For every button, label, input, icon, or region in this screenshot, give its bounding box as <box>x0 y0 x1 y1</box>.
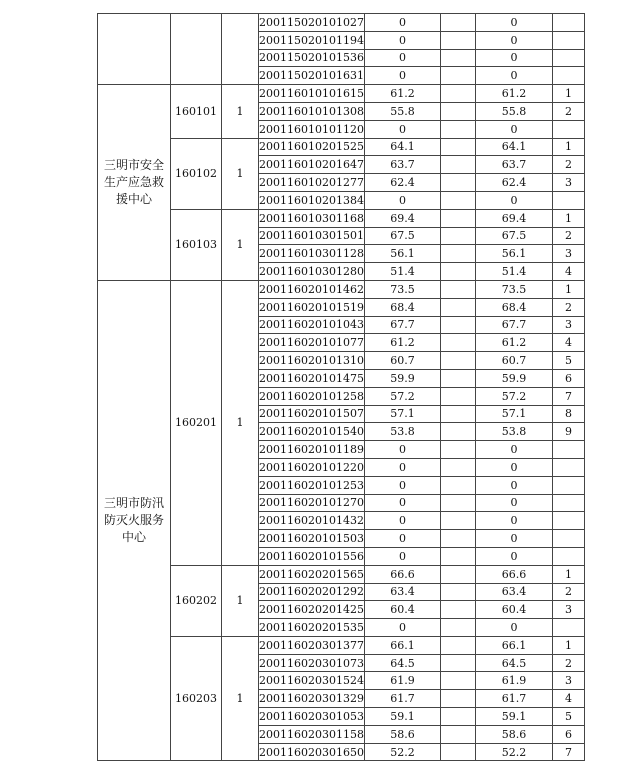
written-score-cell: 0 <box>364 476 440 494</box>
written-score-cell: 59.9 <box>364 369 440 387</box>
total-score-cell: 61.2 <box>475 334 552 352</box>
written-score-cell: 67.7 <box>364 316 440 334</box>
interview-score-cell <box>440 672 475 690</box>
rank-cell <box>552 530 584 548</box>
total-score-cell: 0 <box>475 14 552 32</box>
total-score-cell: 69.4 <box>475 209 552 227</box>
rank-cell <box>552 191 584 209</box>
rank-cell <box>552 512 584 530</box>
rank-cell: 1 <box>552 85 584 103</box>
total-score-cell: 0 <box>475 191 552 209</box>
written-score-cell: 61.7 <box>364 690 440 708</box>
rank-cell <box>552 441 584 459</box>
written-score-cell: 0 <box>364 494 440 512</box>
interview-score-cell <box>440 654 475 672</box>
quota-cell: 1 <box>222 565 259 636</box>
written-score-cell: 60.7 <box>364 352 440 370</box>
rank-cell: 7 <box>552 387 584 405</box>
interview-score-cell <box>440 547 475 565</box>
written-score-cell: 0 <box>364 120 440 138</box>
candidate-id-cell: 200116020301329 <box>259 690 365 708</box>
written-score-cell: 62.4 <box>364 174 440 192</box>
candidate-id-cell: 200116010201277 <box>259 174 365 192</box>
interview-score-cell <box>440 263 475 281</box>
rank-cell: 2 <box>552 298 584 316</box>
interview-score-cell <box>440 601 475 619</box>
interview-score-cell <box>440 405 475 423</box>
written-score-cell: 68.4 <box>364 298 440 316</box>
rank-cell: 6 <box>552 369 584 387</box>
total-score-cell: 57.2 <box>475 387 552 405</box>
candidate-id-cell: 200116020201565 <box>259 565 365 583</box>
interview-score-cell <box>440 85 475 103</box>
candidate-id-cell: 200116010301128 <box>259 245 365 263</box>
rank-cell: 4 <box>552 690 584 708</box>
written-score-cell: 55.8 <box>364 102 440 120</box>
candidate-id-cell: 200116020201535 <box>259 619 365 637</box>
position-code-cell: 160101 <box>171 85 222 138</box>
candidate-id-cell: 200116020101540 <box>259 423 365 441</box>
written-score-cell: 61.2 <box>364 334 440 352</box>
interview-score-cell <box>440 334 475 352</box>
rank-cell: 2 <box>552 654 584 672</box>
total-score-cell: 0 <box>475 494 552 512</box>
interview-score-cell <box>440 636 475 654</box>
written-score-cell: 61.2 <box>364 85 440 103</box>
candidate-id-cell: 200116020101043 <box>259 316 365 334</box>
interview-score-cell <box>440 156 475 174</box>
rank-cell: 9 <box>552 423 584 441</box>
candidate-id-cell: 200116020301650 <box>259 743 365 761</box>
rank-cell: 1 <box>552 209 584 227</box>
interview-score-cell <box>440 316 475 334</box>
rank-cell: 5 <box>552 352 584 370</box>
table-row <box>98 138 585 156</box>
rank-cell: 2 <box>552 156 584 174</box>
candidate-id-cell: 200116010301168 <box>259 209 365 227</box>
candidate-id-cell: 200116010201647 <box>259 156 365 174</box>
rank-cell: 1 <box>552 280 584 298</box>
rank-cell: 3 <box>552 672 584 690</box>
candidate-id-cell: 200116020101270 <box>259 494 365 512</box>
written-score-cell: 69.4 <box>364 209 440 227</box>
written-score-cell: 59.1 <box>364 708 440 726</box>
total-score-cell: 0 <box>475 31 552 49</box>
quota-cell: 1 <box>222 209 259 280</box>
total-score-cell: 0 <box>475 441 552 459</box>
rank-cell <box>552 31 584 49</box>
candidate-id-cell: 200116020101432 <box>259 512 365 530</box>
total-score-cell: 52.2 <box>475 743 552 761</box>
candidate-id-cell: 200116010101615 <box>259 85 365 103</box>
candidate-id-cell: 200116020101519 <box>259 298 365 316</box>
candidate-id-cell: 200116020101475 <box>259 369 365 387</box>
total-score-cell: 61.7 <box>475 690 552 708</box>
candidate-id-cell: 200116010301501 <box>259 227 365 245</box>
interview-score-cell <box>440 138 475 156</box>
interview-score-cell <box>440 458 475 476</box>
candidate-id-cell: 200116020101507 <box>259 405 365 423</box>
candidate-id-cell: 200116020301073 <box>259 654 365 672</box>
interview-score-cell <box>440 583 475 601</box>
position-code-cell <box>171 14 222 85</box>
rank-cell: 2 <box>552 227 584 245</box>
candidate-id-cell: 200116020101258 <box>259 387 365 405</box>
candidate-id-cell: 200115020101631 <box>259 67 365 85</box>
interview-score-cell <box>440 369 475 387</box>
written-score-cell: 73.5 <box>364 280 440 298</box>
interview-score-cell <box>440 708 475 726</box>
unit-name-cell: 三明市防汛防灭火服务中心 <box>98 280 171 761</box>
interview-score-cell <box>440 494 475 512</box>
interview-score-cell <box>440 743 475 761</box>
written-score-cell: 0 <box>364 49 440 67</box>
total-score-cell: 64.5 <box>475 654 552 672</box>
candidate-id-cell: 200116020101077 <box>259 334 365 352</box>
unit-name-cell: 三明市安全生产应急救援中心 <box>98 85 171 281</box>
position-code-cell: 160102 <box>171 138 222 209</box>
total-score-cell: 57.1 <box>475 405 552 423</box>
written-score-cell: 60.4 <box>364 601 440 619</box>
candidate-id-cell: 200116020301158 <box>259 725 365 743</box>
candidate-id-cell: 200116010201384 <box>259 191 365 209</box>
rank-cell: 7 <box>552 743 584 761</box>
rank-cell <box>552 458 584 476</box>
written-score-cell: 63.4 <box>364 583 440 601</box>
candidate-id-cell: 200115020101194 <box>259 31 365 49</box>
interview-score-cell <box>440 191 475 209</box>
written-score-cell: 56.1 <box>364 245 440 263</box>
total-score-cell: 0 <box>475 547 552 565</box>
table-row <box>98 85 585 103</box>
total-score-cell: 67.7 <box>475 316 552 334</box>
total-score-cell: 0 <box>475 49 552 67</box>
written-score-cell: 52.2 <box>364 743 440 761</box>
interview-score-cell <box>440 280 475 298</box>
total-score-cell: 60.4 <box>475 601 552 619</box>
candidate-id-cell: 200116020301524 <box>259 672 365 690</box>
total-score-cell: 56.1 <box>475 245 552 263</box>
total-score-cell: 0 <box>475 476 552 494</box>
total-score-cell: 63.4 <box>475 583 552 601</box>
candidate-id-cell: 200116010101308 <box>259 102 365 120</box>
total-score-cell: 63.7 <box>475 156 552 174</box>
quota-cell <box>222 14 259 85</box>
quota-cell: 1 <box>222 280 259 565</box>
candidate-id-cell: 200116020101503 <box>259 530 365 548</box>
total-score-cell: 68.4 <box>475 298 552 316</box>
interview-score-cell <box>440 209 475 227</box>
total-score-cell: 66.1 <box>475 636 552 654</box>
rank-cell: 2 <box>552 102 584 120</box>
rank-cell <box>552 494 584 512</box>
candidate-id-cell: 200116020301377 <box>259 636 365 654</box>
position-code-cell: 160203 <box>171 636 222 761</box>
interview-score-cell <box>440 245 475 263</box>
interview-score-cell <box>440 14 475 32</box>
interview-score-cell <box>440 67 475 85</box>
total-score-cell: 53.8 <box>475 423 552 441</box>
table-row <box>98 636 585 654</box>
written-score-cell: 0 <box>364 458 440 476</box>
interview-score-cell <box>440 565 475 583</box>
candidate-id-cell: 200116010201525 <box>259 138 365 156</box>
candidate-id-cell: 200116020101253 <box>259 476 365 494</box>
interview-score-cell <box>440 530 475 548</box>
position-code-cell: 160201 <box>171 280 222 565</box>
candidate-id-cell: 200115020101536 <box>259 49 365 67</box>
total-score-cell: 0 <box>475 120 552 138</box>
total-score-cell: 0 <box>475 512 552 530</box>
rank-cell: 3 <box>552 601 584 619</box>
total-score-cell: 62.4 <box>475 174 552 192</box>
interview-score-cell <box>440 512 475 530</box>
rank-cell: 2 <box>552 583 584 601</box>
interview-score-cell <box>440 102 475 120</box>
candidate-id-cell: 200116020201425 <box>259 601 365 619</box>
candidate-id-cell: 200116020201292 <box>259 583 365 601</box>
total-score-cell: 59.1 <box>475 708 552 726</box>
written-score-cell: 0 <box>364 619 440 637</box>
rank-cell: 1 <box>552 636 584 654</box>
interview-score-cell <box>440 120 475 138</box>
written-score-cell: 61.9 <box>364 672 440 690</box>
written-score-cell: 64.5 <box>364 654 440 672</box>
rank-cell <box>552 547 584 565</box>
table-row <box>98 280 585 298</box>
candidate-id-cell: 200116020301053 <box>259 708 365 726</box>
candidate-id-cell: 200116020101556 <box>259 547 365 565</box>
written-score-cell: 0 <box>364 512 440 530</box>
quota-cell: 1 <box>222 138 259 209</box>
written-score-cell: 58.6 <box>364 725 440 743</box>
written-score-cell: 66.1 <box>364 636 440 654</box>
rank-cell: 1 <box>552 565 584 583</box>
candidate-id-cell: 200116010101120 <box>259 120 365 138</box>
score-table-body <box>98 14 585 761</box>
written-score-cell: 57.1 <box>364 405 440 423</box>
written-score-cell: 0 <box>364 31 440 49</box>
score-table <box>97 13 585 761</box>
written-score-cell: 0 <box>364 14 440 32</box>
interview-score-cell <box>440 619 475 637</box>
written-score-cell: 51.4 <box>364 263 440 281</box>
total-score-cell: 61.2 <box>475 85 552 103</box>
rank-cell: 8 <box>552 405 584 423</box>
rank-cell: 1 <box>552 138 584 156</box>
rank-cell <box>552 67 584 85</box>
total-score-cell: 73.5 <box>475 280 552 298</box>
interview-score-cell <box>440 352 475 370</box>
written-score-cell: 67.5 <box>364 227 440 245</box>
total-score-cell: 55.8 <box>475 102 552 120</box>
candidate-id-cell: 200116020101189 <box>259 441 365 459</box>
candidate-id-cell: 200116010301280 <box>259 263 365 281</box>
written-score-cell: 63.7 <box>364 156 440 174</box>
interview-score-cell <box>440 725 475 743</box>
total-score-cell: 0 <box>475 67 552 85</box>
total-score-cell: 51.4 <box>475 263 552 281</box>
unit-name-cell <box>98 14 171 85</box>
written-score-cell: 64.1 <box>364 138 440 156</box>
rank-cell: 4 <box>552 334 584 352</box>
candidate-id-cell: 200115020101027 <box>259 14 365 32</box>
total-score-cell: 67.5 <box>475 227 552 245</box>
interview-score-cell <box>440 441 475 459</box>
table-row <box>98 565 585 583</box>
rank-cell <box>552 120 584 138</box>
interview-score-cell <box>440 174 475 192</box>
interview-score-cell <box>440 423 475 441</box>
rank-cell <box>552 619 584 637</box>
interview-score-cell <box>440 387 475 405</box>
rank-cell: 4 <box>552 263 584 281</box>
rank-cell <box>552 476 584 494</box>
candidate-id-cell: 200116020101220 <box>259 458 365 476</box>
total-score-cell: 0 <box>475 619 552 637</box>
total-score-cell: 58.6 <box>475 725 552 743</box>
written-score-cell: 0 <box>364 530 440 548</box>
interview-score-cell <box>440 476 475 494</box>
interview-score-cell <box>440 31 475 49</box>
rank-cell <box>552 14 584 32</box>
written-score-cell: 0 <box>364 441 440 459</box>
position-code-cell: 160103 <box>171 209 222 280</box>
total-score-cell: 59.9 <box>475 369 552 387</box>
rank-cell: 3 <box>552 174 584 192</box>
interview-score-cell <box>440 49 475 67</box>
written-score-cell: 0 <box>364 191 440 209</box>
written-score-cell: 0 <box>364 67 440 85</box>
written-score-cell: 0 <box>364 547 440 565</box>
rank-cell: 3 <box>552 245 584 263</box>
candidate-id-cell: 200116020101462 <box>259 280 365 298</box>
total-score-cell: 61.9 <box>475 672 552 690</box>
total-score-cell: 60.7 <box>475 352 552 370</box>
rank-cell: 5 <box>552 708 584 726</box>
quota-cell: 1 <box>222 636 259 761</box>
quota-cell: 1 <box>222 85 259 138</box>
table-row <box>98 14 585 32</box>
rank-cell <box>552 49 584 67</box>
rank-cell: 6 <box>552 725 584 743</box>
written-score-cell: 66.6 <box>364 565 440 583</box>
total-score-cell: 64.1 <box>475 138 552 156</box>
interview-score-cell <box>440 690 475 708</box>
table-row <box>98 209 585 227</box>
written-score-cell: 53.8 <box>364 423 440 441</box>
candidate-id-cell: 200116020101310 <box>259 352 365 370</box>
total-score-cell: 0 <box>475 458 552 476</box>
interview-score-cell <box>440 298 475 316</box>
written-score-cell: 57.2 <box>364 387 440 405</box>
position-code-cell: 160202 <box>171 565 222 636</box>
total-score-cell: 66.6 <box>475 565 552 583</box>
interview-score-cell <box>440 227 475 245</box>
total-score-cell: 0 <box>475 530 552 548</box>
rank-cell: 3 <box>552 316 584 334</box>
